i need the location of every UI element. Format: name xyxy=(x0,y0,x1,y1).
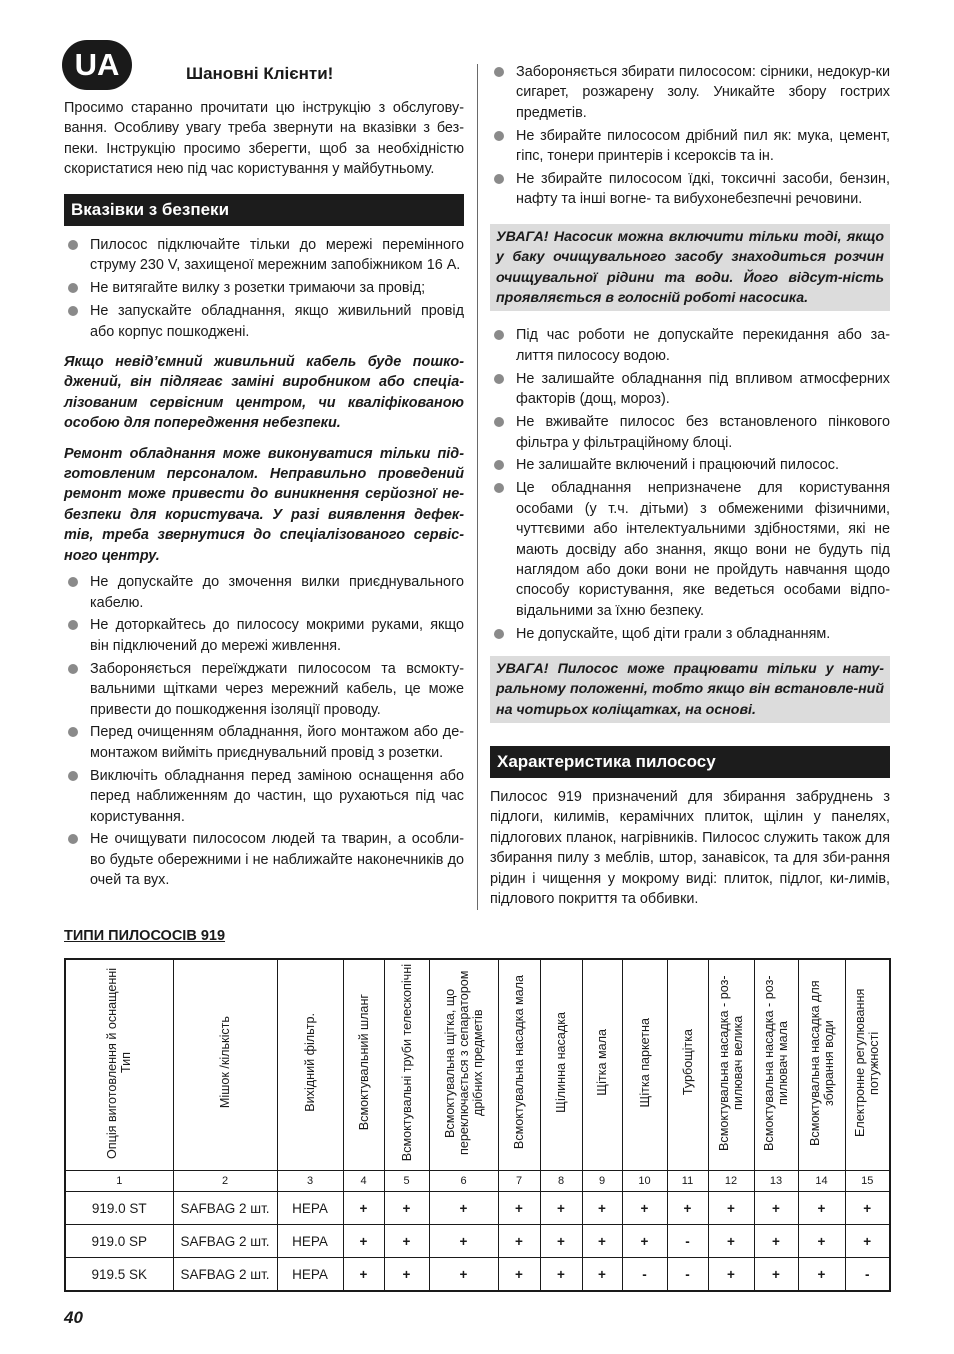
column-header-label: Опція виготовлення й оснащенні Тип xyxy=(105,966,134,1159)
column-header-label: Щітка мала xyxy=(595,1029,609,1096)
list-item-text: Не збирайте пилососом їдкі, токсичні засоби, бензин, нафту та інші вогне- та вибухонебезпечні речовини. xyxy=(516,171,890,208)
column-header xyxy=(384,959,429,1171)
list-item xyxy=(490,126,890,167)
list-item xyxy=(490,62,890,123)
list-item-text: Не залишайте обладнання під впливом атмосферних факторів (дощ, мороз). xyxy=(516,370,890,408)
position-warning-box: УВАГА! Пилосос може працювати тільки у нату-ральному положенні, тобто якщо він встановле-ний на чотирьох коліщатках, на основі. xyxy=(490,656,890,723)
table-cell: + xyxy=(622,1192,667,1225)
table-cell: SAFBAG 2 шт. xyxy=(173,1192,277,1225)
column-header xyxy=(343,959,384,1171)
table-cell: + xyxy=(754,1258,798,1292)
column-number: 2 xyxy=(173,1171,277,1192)
table-header-row xyxy=(65,959,890,1171)
column-number: 13 xyxy=(754,1171,798,1192)
table-cell: + xyxy=(540,1192,582,1225)
column-header xyxy=(173,959,277,1171)
table-cell: + xyxy=(754,1192,798,1225)
table-cell: + xyxy=(498,1258,540,1292)
table-cell: + xyxy=(498,1225,540,1258)
list-item-text: Не витягайте вилку з розетки тримаючи за провід; xyxy=(90,280,426,297)
table-cell: + xyxy=(384,1192,429,1225)
column-header-label: Щілинна насадка xyxy=(554,1012,568,1113)
table-cell: + xyxy=(429,1225,498,1258)
list-item-text: Не запускайте обладнання, якщо живильний провід або корпус пошкоджені. xyxy=(90,303,464,340)
bullet-icon xyxy=(494,483,504,493)
bullet-icon xyxy=(494,131,504,141)
page-number: 40 xyxy=(64,1308,83,1327)
characteristics-section-title: Характеристика пилососу xyxy=(490,746,890,778)
column-header-label: Всмоктувальна насадка мала xyxy=(512,975,526,1150)
column-number: 8 xyxy=(540,1171,582,1192)
table-cell: + xyxy=(384,1225,429,1258)
table-cell: - xyxy=(667,1258,708,1292)
table-cell: + xyxy=(798,1192,845,1225)
bullet-icon xyxy=(68,283,78,293)
table-cell: + xyxy=(384,1258,429,1292)
language-badge: UA xyxy=(62,40,132,90)
bullet-icon xyxy=(68,664,78,674)
column-header xyxy=(667,959,708,1171)
types-table-title: ТИПИ ПИЛОСОСІВ 919 xyxy=(64,928,226,944)
list-item-text: Не збирайте пилососом дрібний пил як: мука, цемент, гіпс, тонери принтерів і ксероксів та ін. xyxy=(516,127,890,165)
bullet-icon xyxy=(494,174,504,184)
table-cell: - xyxy=(667,1225,708,1258)
table-cell: + xyxy=(498,1192,540,1225)
safety-list-2 xyxy=(64,572,464,891)
list-item-text: Не залишайте включений і працюючий пилосос. xyxy=(516,457,839,474)
characteristics-paragraph: Пилосос 919 призначений для збирання забруднень з підлоги, килимів, керамічних плиток, щілин у панелях, підлогових планок, нагрівників. Пилосос служить також для збирання пилу з меблів, штор, занавісок, та для зби-рання рідин і чищення у мокрому виді: плиток, підлог, ки-лимів, підлового покриття та оббивки. xyxy=(490,789,890,908)
table-cell: 919.5 SK xyxy=(65,1258,173,1292)
safety-list-1 xyxy=(64,235,464,342)
column-header xyxy=(277,959,343,1171)
table-cell: - xyxy=(845,1258,890,1292)
intro-paragraph: Просимо старанно прочитати цю інструкцію з обслугову-вання. Особливу увагу треба звернути на вказівки з без-пеки. Інструкцію просимо зберегти, щоб за необхідністю скористатися нею під час користування у майбутньому. xyxy=(64,100,464,178)
table-number-row xyxy=(65,1171,890,1192)
column-header xyxy=(798,959,845,1171)
table-cell: + xyxy=(798,1225,845,1258)
list-item-text: Під час роботи не допускайте перекидання або за-лиття пилососу водою. xyxy=(516,327,890,364)
list-item xyxy=(64,659,464,720)
column-number: 1 xyxy=(65,1171,173,1192)
list-item-text: Не допускайте, щоб діти грали з обладнанням. xyxy=(516,625,831,642)
column-number: 15 xyxy=(845,1171,890,1192)
safety-right-column xyxy=(490,62,890,723)
list-item-text: Не вживайте пилосос без встановленого пінкового фільтра у фільтраційному блоці. xyxy=(516,414,890,451)
pump-warning-box: УВАГА! Насосик можна включити тільки тоді, якщо у баку очищувального засобу знаходиться розчин очищувальної рідини та води. Його відсут-ність проявляється в голосній роботі насосика. xyxy=(490,224,890,312)
table-cell: + xyxy=(540,1225,582,1258)
table-row xyxy=(65,1258,890,1292)
column-number: 14 xyxy=(798,1171,845,1192)
safety-left-column xyxy=(64,235,464,893)
column-header xyxy=(498,959,540,1171)
table-cell: + xyxy=(540,1258,582,1292)
table-cell: + xyxy=(343,1258,384,1292)
table-cell: + xyxy=(343,1225,384,1258)
column-number: 11 xyxy=(667,1171,708,1192)
list-item xyxy=(490,369,890,410)
column-header xyxy=(845,959,890,1171)
column-number: 6 xyxy=(429,1171,498,1192)
safety-section-title: Вказівки з безпеки xyxy=(64,194,464,226)
bullet-icon xyxy=(494,374,504,384)
table-cell: + xyxy=(622,1225,667,1258)
list-item-text: Не очищувати пилососом людей та тварин, а особли-во будьте обережними і не наближайте наконечників до очей та вух. xyxy=(90,831,464,889)
types-table xyxy=(64,958,891,1292)
bullet-icon xyxy=(68,771,78,781)
table-cell: + xyxy=(582,1225,622,1258)
list-item-text: Перед очищенням обладнання, його монтажом або де-монтажом вийміть приєднувальний провід з розетки. xyxy=(90,724,464,761)
table-cell: + xyxy=(708,1225,754,1258)
column-header-label: Всмоктувальний шланг xyxy=(356,994,371,1131)
repair-warning: Ремонт обладнання може виконуватися тільки під-готовленим персоналом. Неправильно проведений ремонт може привести до виникнення серйозної не-безпеки для користувача. У разі виявлення дефек-тів, треба звернутися до спеціалізованого сервіс-ного центру. xyxy=(64,445,464,564)
column-header-label: Всмоктувальна щітка, що переключається з сепаратором дрібних предметів xyxy=(442,970,485,1155)
table-cell: + xyxy=(343,1192,384,1225)
column-header-label: Мішок /кількість xyxy=(218,1016,232,1109)
table-cell: + xyxy=(582,1258,622,1292)
table-cell: + xyxy=(754,1225,798,1258)
column-header xyxy=(429,959,498,1171)
column-header-label: Щітка паркетна xyxy=(637,1017,652,1108)
usage-list xyxy=(490,325,890,644)
bullet-icon xyxy=(68,240,78,250)
list-item-text: Це обладнання непризначене для користування особами (у т.ч. дітьми) з обмеженими фізичними, чуттєвими або інтелектуальними здібностями, які не мають досвіду або знання, якщо вони не будуть під наглядом або доки вони не пройдуть навчання щодо способу користування, яке ведеться особами відпо-відальними за їхню безпеку. xyxy=(516,480,890,619)
column-number: 3 xyxy=(277,1171,343,1192)
list-item xyxy=(64,722,464,763)
list-item-text: Не допускайте до змочення вилки приєднувального кабелю. xyxy=(90,574,464,611)
list-item xyxy=(490,455,890,475)
list-item xyxy=(64,235,464,276)
list-item xyxy=(64,766,464,827)
table-cell: + xyxy=(708,1192,754,1225)
column-header-label: Електронне регулювання потужності xyxy=(853,988,882,1137)
bullet-icon xyxy=(494,460,504,470)
bullet-icon xyxy=(494,629,504,639)
table-cell: 919.0 SP xyxy=(65,1225,173,1258)
column-header-label: Всмоктувальна насадка для збирання води xyxy=(807,979,836,1146)
column-divider xyxy=(477,64,478,910)
list-item-text: Забороняється переїжджати пилососом та всмокту-вальними щітками через мережний кабель, це може привести до пошкодження ізоляції проводу. xyxy=(90,660,464,718)
table-cell: HEPA xyxy=(277,1258,343,1292)
table-cell: SAFBAG 2 шт. xyxy=(173,1258,277,1292)
table-cell: 919.0 ST xyxy=(65,1192,173,1225)
table-cell: + xyxy=(845,1192,890,1225)
column-number: 10 xyxy=(622,1171,667,1192)
list-item xyxy=(490,412,890,453)
cable-warning: Якщо невід’ємний живильний кабель буде пошко-джений, він підлягає заміні виробником або спеціа-лізованим сервісним центром, чи кваліфікованою особою для попередження небезпеки. xyxy=(64,354,464,432)
column-header-label: Всмоктувальна насадка - роз-пилювач мала xyxy=(762,974,790,1151)
bullet-icon xyxy=(68,577,78,587)
table-cell: + xyxy=(582,1192,622,1225)
list-item-text: Виключіть обладнання перед заміною оснащення або перед наближенням до частин, що рухаються під час користування. xyxy=(90,767,464,825)
bullet-icon xyxy=(68,727,78,737)
table-cell: + xyxy=(667,1192,708,1225)
table-cell: - xyxy=(622,1258,667,1292)
list-item xyxy=(490,624,890,644)
list-item xyxy=(64,829,464,890)
list-item xyxy=(490,169,890,210)
table-row xyxy=(65,1225,890,1258)
table-cell: + xyxy=(798,1258,845,1292)
bullet-icon xyxy=(68,620,78,630)
column-header-label: Всмоктувальні труби телескопічні xyxy=(399,963,414,1162)
column-header xyxy=(540,959,582,1171)
column-header-label: Всмоктувальна насадка - роз-пилювач велика xyxy=(717,974,745,1151)
table-cell: HEPA xyxy=(277,1192,343,1225)
column-header-label: Турбощітка xyxy=(680,1029,695,1096)
table-row xyxy=(65,1192,890,1225)
table-cell: + xyxy=(429,1192,498,1225)
column-number: 12 xyxy=(708,1171,754,1192)
list-item xyxy=(64,278,464,298)
column-header xyxy=(708,959,754,1171)
table-cell: + xyxy=(708,1258,754,1292)
list-item xyxy=(490,478,890,621)
column-header xyxy=(582,959,622,1171)
column-number: 7 xyxy=(498,1171,540,1192)
column-number: 4 xyxy=(343,1171,384,1192)
list-item-text: Пилосос підключайте тільки до мережі перемінного струму 230 V, захищеної мережним запобіжником 16 A. xyxy=(90,237,464,274)
table-cell: + xyxy=(845,1225,890,1258)
column-header xyxy=(754,959,798,1171)
column-header-label: Вихідний фільтр. xyxy=(303,1013,317,1112)
column-number: 9 xyxy=(582,1171,622,1192)
greeting-heading: Шановні Клієнти! xyxy=(186,64,334,83)
column-number: 5 xyxy=(384,1171,429,1192)
table-cell: SAFBAG 2 шт. xyxy=(173,1225,277,1258)
list-item xyxy=(64,572,464,613)
table-cell: HEPA xyxy=(277,1225,343,1258)
column-header xyxy=(622,959,667,1171)
list-item-text: Забороняється збирати пилососом: сірники, недокур-ки сигарет, розжарену золу. Уникайте збору гострих предметів. xyxy=(516,64,890,121)
bullet-icon xyxy=(494,417,504,427)
bullet-icon xyxy=(68,834,78,844)
column-header xyxy=(65,959,173,1171)
bullet-icon xyxy=(494,67,504,77)
list-item-text: Не доторкайтесь до пилососу мокрими руками, якщо він підключений до мережі живлення. xyxy=(90,617,464,654)
bullet-icon xyxy=(494,330,504,340)
list-item xyxy=(64,301,464,342)
bullet-icon xyxy=(68,306,78,316)
table-cell: + xyxy=(429,1258,498,1292)
prohibited-list xyxy=(490,62,890,210)
list-item xyxy=(64,615,464,656)
list-item xyxy=(490,325,890,366)
